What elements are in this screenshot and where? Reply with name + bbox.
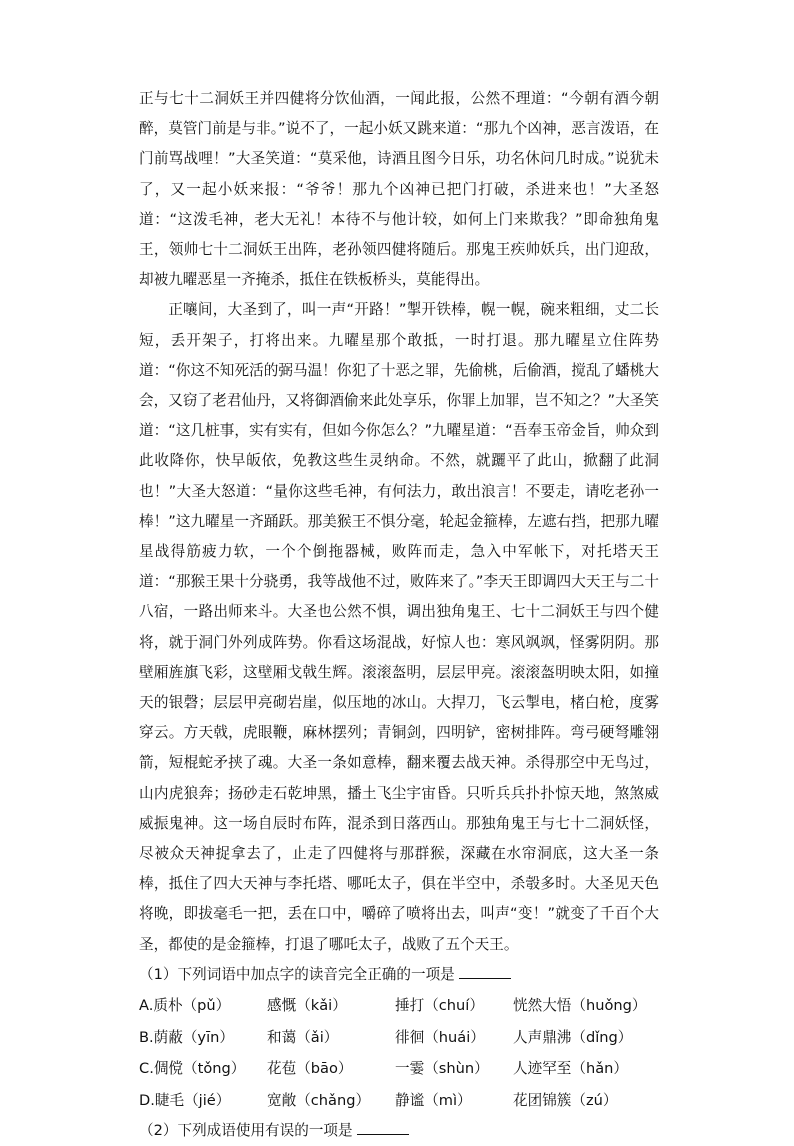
- option-b-word-3: 徘徊（huái）: [395, 1028, 485, 1046]
- option-a-word-2: 感慨（kǎi）: [267, 997, 347, 1015]
- answer-blank-1[interactable]: [459, 964, 511, 979]
- option-b-word-1: B.荫蔽（yīn）: [139, 1028, 234, 1046]
- option-row-b: [139, 1022, 659, 1054]
- option-d-word-4: 花团锦簇（zú）: [513, 1091, 618, 1109]
- question-1-text: （1）下列词语中加点字的读音完全正确的一项是: [139, 965, 455, 983]
- option-d-word-3: 静谧（mì）: [395, 1091, 472, 1109]
- option-a-word-1: A.质朴（pǔ）: [139, 997, 231, 1015]
- option-row-d: [139, 1085, 659, 1117]
- option-c-word-4: 人迹罕至（hǎn）: [513, 1060, 629, 1078]
- question-2-stem: [139, 1116, 659, 1146]
- option-c-word-1: C.倜傥（tǒng）: [139, 1060, 246, 1078]
- passage-paragraph-2: 正嚷间，大圣到了，叫一声“开路！”掣开铁棒，幌一幌，碗来粗细，丈二长短，丢开架子，打将出来。九曜星那个敢抵，一时打退。那九曜星立住阵势道：“你这不知死活的弼马温！你犯了十恶之罪，先偷桃，后偷酒，搅乱了蟠桃大会，又窃了老君仙丹，又将御酒偷来此处享乐，你罪上加罪，岂不知之？”大圣笑道：“这几桩事，实有实有，但如今你怎么？”九曜星道：“吾奉玉帝金旨，帅众到此收降你，快早皈依，免教这些生灵纳命。不然，就躧平了此山，掀翻了此洞也！”大圣大怒道：“量你这些毛神，有何法力，敢出浪言！不要走，请吃老孙一棒！”这九曜星一齐踊跃。那美猴王不惧分毫，轮起金箍棒，左遮右挡，把那九曜星战得筋疲力软，一个个倒拖器械，败阵而走，急入中军帐下，对托塔天王道：“那猴王果十分骁勇，我等战他不过，败阵来了。”李天王即调四大天王与二十八宿，一路出师来斗。大圣也公然不惧，调出独角鬼王、七十二洞妖王与四个健将，就于洞门外列成阵势。你看这场混战，好惊人也：寒风飒飒，怪雾阴阴。那壁厢旌旗飞彩，这壁厢戈戟生辉。滚滚盔明，层层甲亮。滚滚盔明映太阳，如撞天的银磬；层层甲亮砌岩崖，似压地的冰山。大捍刀，飞云掣电，楮白枪，度雾穿云。方天戟，虎眼鞭，麻林摆列；青铜剑，四明铲，密树排阵。弯弓硬弩雕翎箭，短棍蛇矛挟了魂。大圣一条如意棒，翻来覆去战天神。杀得那空中无鸟过，山内虎狼奔；扬砂走石乾坤黑，播土飞尘宇宙昏。只听兵兵扑扑惊天地，煞煞威威振鬼神。这一场自辰时布阵，混杀到日落西山。那独角鬼王与七十二洞妖怪，尽被众天神捉拿去了，止走了四健将与那群猴，深藏在水帘洞底，这大圣一条棒，抵住了四大天神与李托塔、哪吒太子，俱在半空中，杀彀多时。大圣见天色将晚，即拔毫毛一把，丢在口中，嚼碎了喷将出去，叫声“变！”就变了千百个大圣，都使的是金箍棒，打退了哪吒太子，战败了五个天王。: [139, 301, 659, 953]
- answer-blank-2[interactable]: [357, 1120, 409, 1135]
- option-row-c: [139, 1053, 659, 1085]
- question-1-stem: [139, 960, 659, 990]
- option-d-word-2: 宽敞（chǎng）: [267, 1091, 371, 1109]
- option-a-word-3: 捶打（chuí）: [395, 997, 484, 1015]
- document-body: [139, 84, 659, 1146]
- passage-paragraph-1: 正与七十二洞妖王并四健将分饮仙酒，一闻此报，公然不理道：“今朝有酒今朝醉，莫管门前是与非。”说不了，一起小妖又跳来道：“那九个凶神，恶言泼语，在门前骂战哩！”大圣笑道：“莫采他，诗酒且图今日乐，功名休问几时成。”说犹未了，又一起小妖来报：“爷爷！那九个凶神已把门打破，杀进来也！”大圣怒道：“这泼毛神，老大无礼！本待不与他计较，如何上门来欺我？”即命独角鬼王，领帅七十二洞妖王出阵，老孙领四健将随后。那鬼王疾帅妖兵，出门迎敌，却被九曜恶星一齐掩杀，抵住在铁板桥头，莫能得出。: [139, 90, 659, 289]
- option-b-word-2: 和蔼（ǎi）: [267, 1028, 339, 1046]
- option-c-word-2: 花苞（bāo）: [267, 1060, 353, 1078]
- question-2-text: （2）下列成语使用有误的一项是: [139, 1122, 353, 1140]
- option-d-word-1: D.睫毛（jié）: [139, 1091, 231, 1109]
- option-b-word-4: 人声鼎沸（dǐng）: [513, 1028, 633, 1046]
- option-a-word-4: 恍然大悟（huǒng）: [513, 997, 647, 1015]
- option-row-a: [139, 990, 659, 1022]
- option-c-word-3: 一霎（shùn）: [395, 1060, 489, 1078]
